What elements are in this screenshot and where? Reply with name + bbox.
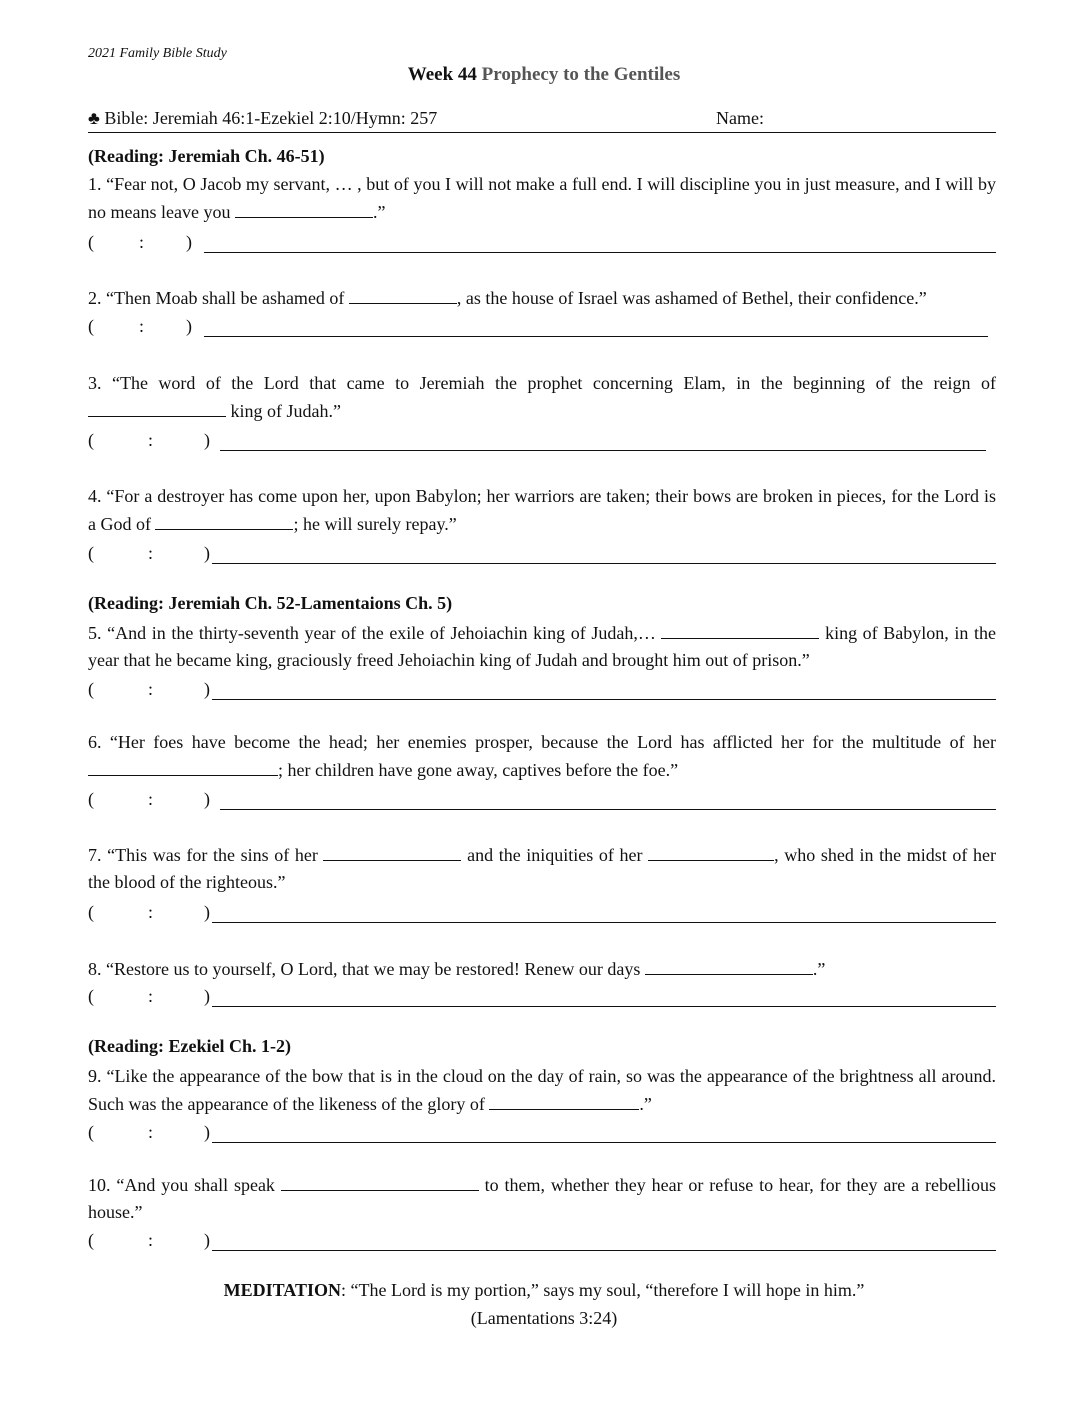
question-5: 5. “And in the thirty-seventh year of the exile of Jehoiachin king of Judah,… king of Babylon, in the year that he became king, graciously freed Jehoiachin king of Judah and brought him out of prison.” (88, 619, 996, 674)
answer-blank[interactable] (661, 619, 819, 639)
section-heading: (Reading: Ezekiel Ch. 1-2) (88, 1036, 291, 1056)
answer-blank[interactable] (648, 841, 774, 861)
question-8: 8. “Restore us to yourself, O Lord, that we may be restored! Renew our days .” (88, 955, 996, 983)
answer-blank[interactable] (155, 510, 293, 530)
question-1: 1. “Fear not, O Jacob my servant, … , but of you I will not make a full end. I will discipline you in just measure, and I will by no means leave you .” (88, 174, 996, 222)
answer-line[interactable] (212, 699, 996, 700)
answer-blank[interactable] (645, 955, 813, 975)
section-heading: (Reading: Jeremiah Ch. 52-Lamentaions Ch. 5) (88, 593, 453, 613)
answer-blank[interactable] (235, 198, 373, 218)
answer-line[interactable] (212, 1006, 996, 1007)
section-heading: (Reading: Jeremiah Ch. 46-51) (88, 146, 325, 166)
meditation (0, 1280, 1088, 1301)
answer-line[interactable] (204, 336, 988, 337)
bible-reference-line (88, 108, 996, 133)
question-7: 7. “This was for the sins of her and the iniquities of her , who shed in the midst of her the blood of the righteous.” (88, 841, 996, 896)
answer-line[interactable] (212, 922, 996, 923)
bible-reference: ♣ Bible: Jeremiah 46:1-Ezekiel 2:10/Hymn: 257 (88, 108, 438, 128)
question-3: 3. “The word of the Lord that came to Jeremiah the prophet concerning Elam, in the beginning of the reign of king of Judah.” (88, 373, 996, 421)
answer-blank[interactable] (323, 841, 461, 861)
answer-line[interactable] (212, 563, 996, 564)
answer-line[interactable] (220, 809, 996, 810)
answer-line[interactable] (212, 1142, 996, 1143)
name-label: Name: (716, 108, 764, 128)
answer-line[interactable] (204, 252, 996, 253)
page-title (0, 64, 1088, 86)
answer-line[interactable] (212, 1250, 996, 1251)
question-10: 10. “And you shall speak to them, whether they hear or refuse to hear, for they are a rebellious house.” (88, 1171, 996, 1226)
answer-blank[interactable] (88, 397, 226, 417)
answer-blank[interactable] (489, 1090, 639, 1110)
answer-line[interactable] (220, 450, 986, 451)
meditation-text: : “The Lord is my portion,” says my soul, “therefore I will hope in him.” (340, 1280, 865, 1300)
answer-blank[interactable] (281, 1171, 479, 1191)
question-2: 2. “Then Moab shall be ashamed of , as the house of Israel was ashamed of Bethel, their confidence.” (88, 284, 996, 312)
topic-label: Prophecy to the Gentiles (481, 64, 681, 85)
answer-blank[interactable] (349, 284, 457, 304)
week-label: Week 44 (407, 64, 477, 85)
answer-blank[interactable] (88, 756, 278, 776)
question-4: 4. “For a destroyer has come upon her, upon Babylon; her warriors are taken; their bows are broken in pieces, for the Lord is a God of ; he will surely repay.” (88, 486, 996, 534)
question-6: 6. “Her foes have become the head; her enemies prosper, because the Lord has afflicted her for the multitude of her ; her children have gone away, captives before the foe.” (88, 732, 996, 780)
meditation-citation: (Lamentations 3:24) (470, 1308, 618, 1328)
study-header: 2021 Family Bible Study (88, 46, 227, 61)
meditation-label: MEDITATION (223, 1280, 341, 1300)
question-9: 9. “Like the appearance of the bow that is in the cloud on the day of rain, so was the appearance of the brightness all around. Such was the appearance of the likeness of the glory of .” (88, 1066, 996, 1114)
